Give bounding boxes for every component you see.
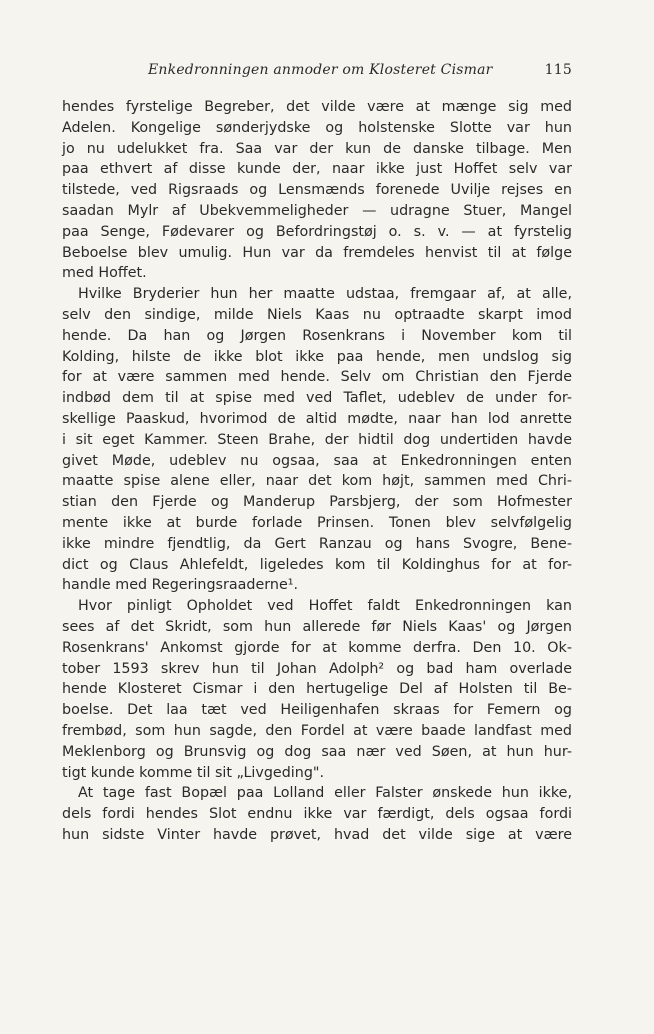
text-line: maatte spise alene eller, naar det kom højt, sammen med Chri- (62, 473, 572, 490)
text-line: handle med Regeringsraaderne¹. (62, 577, 299, 594)
text-line: Hvilke Bryderier hun her maatte udstaa, fremgaar af, at alle, (78, 286, 572, 303)
text-line: paa Senge, Fødevarer og Befordringstøj o. s. v. — at fyrstelig (62, 223, 572, 240)
text-line: At tage fast Bopæl paa Lolland eller Falster ønskede hun ikke, (78, 785, 572, 802)
running-head (62, 62, 572, 84)
text-line: givet Møde, udeblev nu ogsaa, saa at Enkedronningen enten (62, 452, 572, 469)
text-line: tilstede, ved Rigsraads og Lensmænds forenede Uvilje rejses en (62, 182, 572, 199)
text-line: ikke mindre fjendtlig, da Gert Ranzau og hans Svogre, Bene- (62, 535, 572, 552)
text-line: dict og Claus Ahlefeldt, ligeledes kom til Koldinghus for at for- (62, 556, 572, 573)
text-line: i sit eget Kammer. Steen Brahe, der hidtil dog undertiden havde (62, 431, 572, 448)
page-number: 115 (544, 62, 572, 78)
text-line: skellige Paaskud, hvorimod de altid mødte, naar han lod anrette (62, 410, 572, 427)
text-line: Beboelse blev umulig. Hun var da fremdeles henvist til at følge (62, 244, 572, 261)
text-line: hende. Da han og Jørgen Rosenkrans i November kom til (62, 327, 572, 344)
text-line: hun sidste Vinter havde prøvet, hvad det vilde sige at være (62, 826, 572, 843)
text-line: tober 1593 skrev hun til Johan Adolph² og bad ham overlade (62, 660, 572, 677)
text-line: paa ethvert af disse kunde der, naar ikke just Hoffet selv var (62, 161, 572, 178)
text-line: tigt kunde komme til sit „Livgeding". (62, 764, 325, 781)
text-line: for at være sammen med hende. Selv om Christian den Fjerde (62, 369, 572, 386)
text-line: saadan Mylr af Ubekvemmeligheder — udragne Stuer, Mangel (62, 202, 572, 219)
text-line: hendes fyrstelige Begreber, det vilde være at mænge sig med (62, 99, 572, 115)
text-line: med Hoffet. (62, 265, 147, 282)
text-line: frembød, som hun sagde, den Fordel at være baade landfast med (62, 722, 572, 739)
text-line: indbød dem til at spise med ved Taflet, udeblev de under for- (62, 390, 572, 407)
text-line: Rosenkrans' Ankomst gjorde for at komme derfra. Den 10. Ok- (62, 639, 572, 656)
text-line: boelse. Det laa tæt ved Heiligenhafen skraas for Femern og (62, 702, 572, 719)
body-text (62, 97, 572, 846)
text-line: sees af det Skridt, som hun allerede før Niels Kaas' og Jørgen (62, 618, 572, 635)
text-line: Kolding, hilste de ikke blot ikke paa hende, men undslog sig (62, 348, 572, 365)
text-line: stian den Fjerde og Manderup Parsbjerg, der som Hofmester (62, 494, 572, 511)
text-line: jo nu udelukket fra. Saa var der kun de danske tilbage. Men (62, 140, 572, 157)
text-line: Meklenborg og Brunsvig og dog saa nær ved Søen, at hun hur- (62, 743, 572, 760)
text-line: mente ikke at burde forlade Prinsen. Tonen blev selvfølgelig (62, 514, 572, 531)
text-line: hende Klosteret Cismar i den hertugelige Del af Holsten til Be- (62, 681, 572, 698)
text-line: Hvor pinligt Opholdet ved Hoffet faldt Enkedronningen kan (78, 598, 572, 615)
running-title: Enkedronningen anmoder om Klosteret Cismar (148, 62, 493, 78)
text-line: dels fordi hendes Slot endnu ikke var færdigt, dels ogsaa fordi (62, 806, 572, 823)
text-line: Adelen. Kongelige sønderjydske og holstenske Slotte var hun (62, 119, 572, 136)
text-line: selv den sindige, milde Niels Kaas nu optraadte skarpt imod (62, 306, 572, 323)
